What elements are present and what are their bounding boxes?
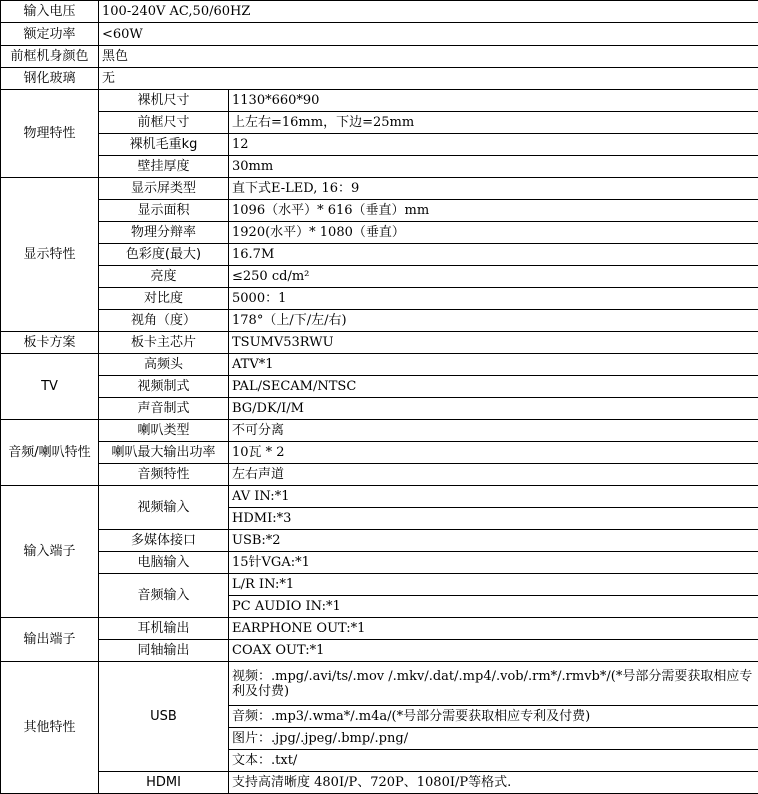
audio-group: 音频/喇叭特性: [1, 420, 99, 486]
usb-format-value: 视频：.mpg/.avi/ts/.mov /.mkv/.dat/.mp4/.vob/.rm*/.rmvb*/(*号部分需要获取相应专利及付费): [229, 662, 758, 706]
video-input-value: HDMI:*3: [229, 508, 758, 530]
physical-value: 1130*660*90: [229, 90, 758, 112]
display-group: 显示特性: [1, 178, 99, 332]
pc-input-label: 电脑输入: [99, 552, 229, 574]
output-ports-group: 输出端子: [1, 618, 99, 662]
display-value: 16.7M: [229, 244, 758, 266]
physical-label: 前框尺寸: [99, 112, 229, 134]
input-voltage-value: 100-240V AC,50/60HZ: [99, 1, 758, 23]
display-value: 直下式E-LED, 16：9: [229, 178, 758, 200]
display-label: 物理分辩率: [99, 222, 229, 244]
tv-label: 声音制式: [99, 398, 229, 420]
hdmi-label: HDMI: [99, 772, 229, 794]
frame-color-value: 黑色: [99, 46, 758, 68]
output-value: EARPHONE OUT:*1: [229, 618, 758, 640]
usb-format-value: 音频：.mp3/.wma*/.m4a/(*号部分需要获取相应专利及付费): [229, 706, 758, 728]
input-ports-group: 输入端子: [1, 486, 99, 618]
display-value: 178°（上/下/左/右): [229, 310, 758, 332]
other-group: 其他特性: [1, 662, 99, 794]
audio-value: 左右声道: [229, 464, 758, 486]
display-label: 亮度: [99, 266, 229, 288]
pc-input-value: 15针VGA:*1: [229, 552, 758, 574]
frame-color-label: 前框机身颜色: [1, 46, 99, 68]
display-value: 1920(水平）* 1080（垂直）: [229, 222, 758, 244]
audio-label: 音频特性: [99, 464, 229, 486]
audio-input-value: PC AUDIO IN:*1: [229, 596, 758, 618]
input-voltage-label: 输入电压: [1, 1, 99, 23]
display-value: ≤250 cd/m²: [229, 266, 758, 288]
audio-label: 喇叭最大输出功率: [99, 442, 229, 464]
rated-power-label: 额定功率: [1, 23, 99, 46]
hdmi-value: 支持高清晰度 480I/P、720P、1080I/P等格式.: [229, 772, 758, 794]
board-label: 板卡主芯片: [99, 332, 229, 354]
media-interface-value: USB:*2: [229, 530, 758, 552]
physical-group: 物理特性: [1, 90, 99, 178]
tv-label: 视频制式: [99, 376, 229, 398]
physical-label: 裸机尺寸: [99, 90, 229, 112]
display-value: 1096（水平）* 616（垂直）mm: [229, 200, 758, 222]
audio-value: 不可分离: [229, 420, 758, 442]
tv-value: BG/DK/I/M: [229, 398, 758, 420]
rated-power-value: <60W: [99, 23, 758, 46]
board-value: TSUMV53RWU: [229, 332, 758, 354]
display-value: 5000：1: [229, 288, 758, 310]
audio-value: 10瓦 * 2: [229, 442, 758, 464]
physical-label: 裸机毛重kg: [99, 134, 229, 156]
audio-label: 喇叭类型: [99, 420, 229, 442]
video-input-label: 视频输入: [99, 486, 229, 530]
physical-value: 30mm: [229, 156, 758, 178]
display-label: 视角（度）: [99, 310, 229, 332]
audio-input-label: 音频输入: [99, 574, 229, 618]
usb-format-value: 图片：.jpg/.jpeg/.bmp/.png/: [229, 728, 758, 750]
display-label: 色彩度(最大): [99, 244, 229, 266]
physical-value: 12: [229, 134, 758, 156]
output-value: COAX OUT:*1: [229, 640, 758, 662]
board-group: 板卡方案: [1, 332, 99, 354]
tempered-glass-value: 无: [99, 68, 758, 90]
physical-label: 壁挂厚度: [99, 156, 229, 178]
audio-input-value: L/R IN:*1: [229, 574, 758, 596]
output-label: 耳机输出: [99, 618, 229, 640]
tv-value: ATV*1: [229, 354, 758, 376]
usb-format-value: 文本：.txt/: [229, 750, 758, 772]
tv-label: 高频头: [99, 354, 229, 376]
video-input-value: AV IN:*1: [229, 486, 758, 508]
media-interface-label: 多媒体接口: [99, 530, 229, 552]
physical-value: 上左右=16mm，下边=25mm: [229, 112, 758, 134]
tv-group: TV: [1, 354, 99, 420]
usb-label: USB: [99, 662, 229, 772]
tempered-glass-label: 钢化玻璃: [1, 68, 99, 90]
display-label: 显示屏类型: [99, 178, 229, 200]
display-label: 对比度: [99, 288, 229, 310]
output-label: 同轴输出: [99, 640, 229, 662]
display-label: 显示面积: [99, 200, 229, 222]
tv-value: PAL/SECAM/NTSC: [229, 376, 758, 398]
